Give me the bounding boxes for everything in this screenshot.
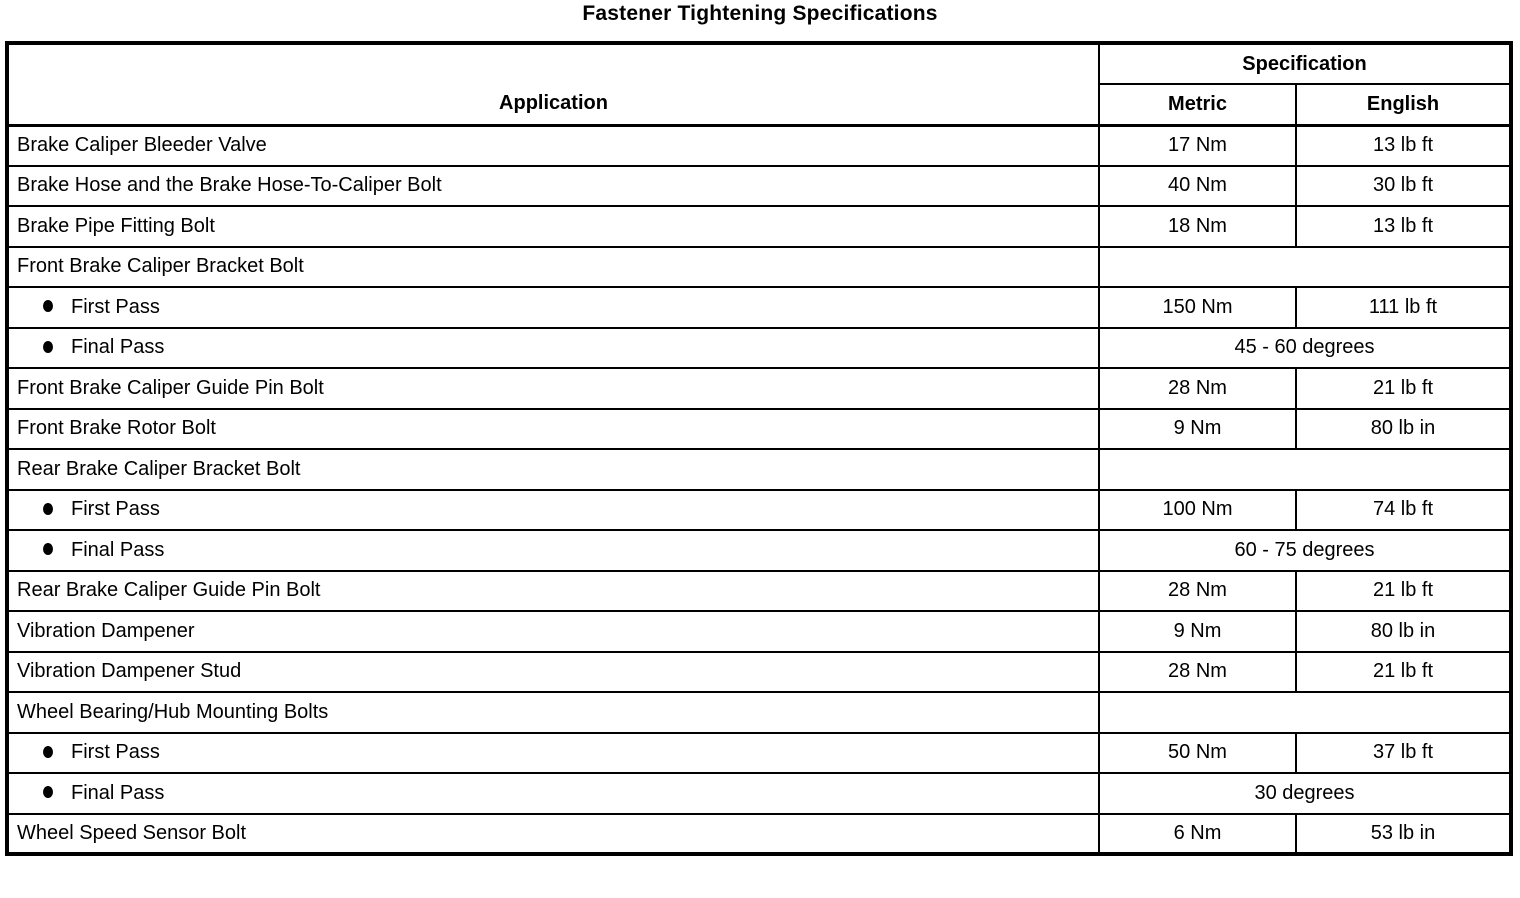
english-cell: 21 lb ft bbox=[1296, 368, 1511, 409]
metric-cell: 40 Nm bbox=[1099, 166, 1296, 207]
fastener-spec-table bbox=[5, 41, 1513, 856]
metric-cell: 50 Nm bbox=[1099, 733, 1296, 774]
metric-cell: 28 Nm bbox=[1099, 368, 1296, 409]
application-column-header: Application bbox=[7, 43, 1099, 125]
application-label: Front Brake Rotor Bolt bbox=[17, 417, 216, 440]
english-cell: 80 lb in bbox=[1296, 409, 1511, 450]
application-label: Vibration Dampener bbox=[17, 619, 195, 642]
english-cell: 53 lb in bbox=[1296, 814, 1511, 855]
table-row bbox=[7, 530, 1511, 571]
application-cell bbox=[7, 287, 1099, 328]
table-row bbox=[7, 287, 1511, 328]
application-label: Final Pass bbox=[71, 336, 165, 359]
metric-cell: 150 Nm bbox=[1099, 287, 1296, 328]
english-cell: 13 lb ft bbox=[1296, 206, 1511, 247]
application-cell bbox=[7, 166, 1099, 207]
table-row bbox=[7, 733, 1511, 774]
application-label: Wheel Bearing/Hub Mounting Bolts bbox=[17, 700, 329, 723]
application-cell bbox=[7, 490, 1099, 531]
application-label: Final Pass bbox=[71, 781, 165, 804]
application-cell bbox=[7, 409, 1099, 450]
english-column-header: English bbox=[1296, 84, 1511, 125]
application-label: First Pass bbox=[71, 295, 160, 318]
table-row bbox=[7, 125, 1511, 166]
application-cell bbox=[7, 814, 1099, 855]
metric-cell: 9 Nm bbox=[1099, 611, 1296, 652]
application-cell bbox=[7, 611, 1099, 652]
bullet-icon bbox=[43, 543, 53, 555]
table-row bbox=[7, 328, 1511, 369]
metric-cell: 17 Nm bbox=[1099, 125, 1296, 166]
application-label: First Pass bbox=[71, 498, 160, 521]
spec-span-cell: 30 degrees bbox=[1099, 773, 1511, 814]
english-cell: 74 lb ft bbox=[1296, 490, 1511, 531]
application-label: Final Pass bbox=[71, 538, 165, 561]
table-row bbox=[7, 206, 1511, 247]
spec-span-cell bbox=[1099, 247, 1511, 288]
specification-column-header: Specification bbox=[1099, 43, 1511, 84]
english-cell: 13 lb ft bbox=[1296, 125, 1511, 166]
metric-cell: 100 Nm bbox=[1099, 490, 1296, 531]
english-cell: 21 lb ft bbox=[1296, 652, 1511, 693]
metric-cell: 28 Nm bbox=[1099, 652, 1296, 693]
application-label: Brake Caliper Bleeder Valve bbox=[17, 134, 267, 156]
table-header bbox=[7, 43, 1511, 125]
table-row bbox=[7, 814, 1511, 855]
application-cell bbox=[7, 692, 1099, 733]
table-row bbox=[7, 692, 1511, 733]
bullet-icon bbox=[43, 746, 53, 758]
bullet-icon bbox=[43, 503, 53, 515]
application-label: Rear Brake Caliper Bracket Bolt bbox=[17, 457, 301, 480]
table-row bbox=[7, 652, 1511, 693]
table-row bbox=[7, 166, 1511, 207]
table-row bbox=[7, 611, 1511, 652]
spec-table-body bbox=[7, 125, 1511, 854]
application-cell bbox=[7, 328, 1099, 369]
table-row bbox=[7, 449, 1511, 490]
application-label: Brake Hose and the Brake Hose-To-Caliper Bolt bbox=[17, 174, 442, 197]
spec-span-cell: 60 - 75 degrees bbox=[1099, 530, 1511, 571]
table-row bbox=[7, 409, 1511, 450]
application-cell bbox=[7, 571, 1099, 612]
application-cell bbox=[7, 247, 1099, 288]
english-cell: 21 lb ft bbox=[1296, 571, 1511, 612]
bullet-icon bbox=[43, 341, 53, 353]
english-cell: 111 lb ft bbox=[1296, 287, 1511, 328]
application-cell bbox=[7, 449, 1099, 490]
metric-column-header: Metric bbox=[1099, 84, 1296, 125]
application-cell bbox=[7, 530, 1099, 571]
application-label: First Pass bbox=[71, 741, 160, 764]
table-row bbox=[7, 773, 1511, 814]
application-cell bbox=[7, 733, 1099, 774]
english-cell: 30 lb ft bbox=[1296, 166, 1511, 207]
application-label: Front Brake Caliper Bracket Bolt bbox=[17, 255, 304, 278]
table-row bbox=[7, 368, 1511, 409]
bullet-icon bbox=[43, 786, 53, 798]
metric-cell: 6 Nm bbox=[1099, 814, 1296, 855]
metric-cell: 18 Nm bbox=[1099, 206, 1296, 247]
page-title: Fastener Tightening Specifications bbox=[582, 2, 938, 25]
application-label: Front Brake Caliper Guide Pin Bolt bbox=[17, 376, 324, 399]
spec-span-cell: 45 - 60 degrees bbox=[1099, 328, 1511, 369]
table-row bbox=[7, 247, 1511, 288]
spec-span-cell bbox=[1099, 449, 1511, 490]
application-cell bbox=[7, 125, 1099, 166]
application-cell bbox=[7, 773, 1099, 814]
application-cell bbox=[7, 368, 1099, 409]
english-cell: 80 lb in bbox=[1296, 611, 1511, 652]
metric-cell: 9 Nm bbox=[1099, 409, 1296, 450]
application-cell bbox=[7, 652, 1099, 693]
application-label: Rear Brake Caliper Guide Pin Bolt bbox=[17, 579, 321, 602]
application-label: Brake Pipe Fitting Bolt bbox=[17, 214, 215, 237]
english-cell: 37 lb ft bbox=[1296, 733, 1511, 774]
application-cell bbox=[7, 206, 1099, 247]
header-row-top bbox=[7, 43, 1511, 84]
application-label: Vibration Dampener Stud bbox=[17, 660, 242, 683]
metric-cell: 28 Nm bbox=[1099, 571, 1296, 612]
bullet-icon bbox=[43, 300, 53, 312]
application-label: Wheel Speed Sensor Bolt bbox=[17, 821, 247, 844]
spec-span-cell bbox=[1099, 692, 1511, 733]
table-row bbox=[7, 490, 1511, 531]
table-row bbox=[7, 571, 1511, 612]
